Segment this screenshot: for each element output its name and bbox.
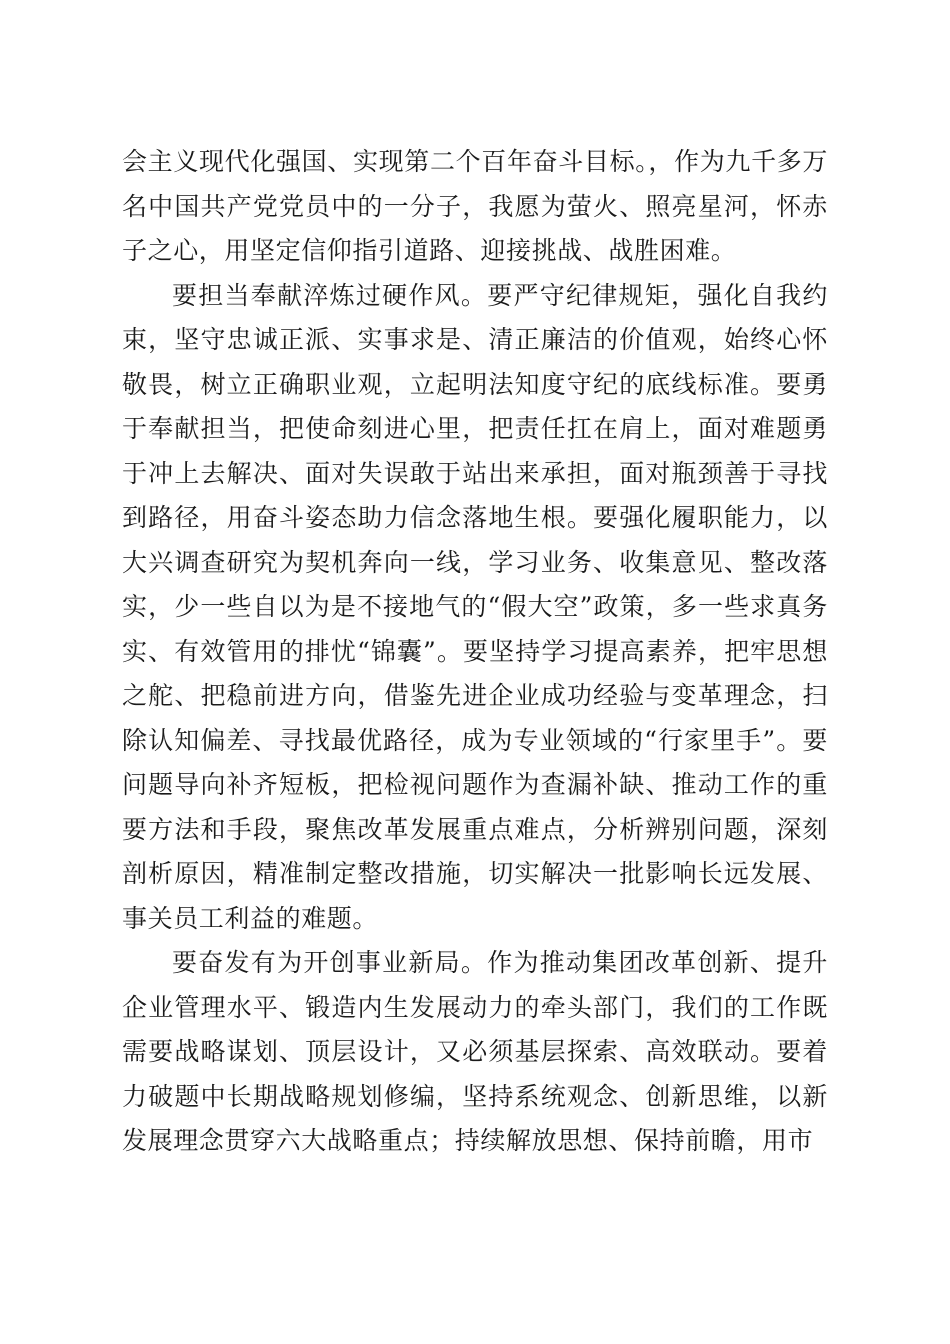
document-body: [122, 140, 828, 1164]
paragraph-work-style: 要担当奉献淬炼过硬作风。要严守纪律规矩，强化自我约束，坚守忠诚正派、实事求是、清正廉洁的价值观，始终心怀敬畏，树立正确职业观，立起明法知度守纪的底线标准。要勇于奉献担当，把使命刻进心里，把责任扛在肩上，面对难题勇于冲上去解决、面对失误敢于站出来承担，面对瓶颈善于寻找到路径，用奋斗姿态助力信念落地生根。要强化履职能力，以大兴调查研究为契机奔向一线，学习业务、收集意见、整改落实，少一些自以为是不接地气的“假大空”政策，多一些求真务实、有效管用的排忧“锦囊”。要坚持学习提高素养，把牢思想之舵、把稳前进方向，借鉴先进企业成功经验与变革理念，扫除认知偏差、寻找最优路径，成为专业领域的“行家里手”。要问题导向补齐短板，把检视问题作为查漏补缺、推动工作的重要方法和手段，聚焦改革发展重点难点，分析辨别问题，深刻剖析原因，精准制定整改措施，切实解决一批影响长远发展、事关员工利益的难题。: [122, 280, 828, 933]
paragraph-commitment: 会主义现代化强国、实现第二个百年奋斗目标。，作为九千多万名中国共产党党员中的一分子，我愿为萤火、照亮星河，怀赤子之心，用坚定信仰指引道路、迎接挑战、战胜困难。: [122, 147, 828, 265]
paragraph-new-situation: 要奋发有为开创事业新局。作为推动集团改革创新、提升企业管理水平、锻造内生发展动力的牵头部门，我们的工作既需要战略谋划、顶层设计，又必须基层探索、高效联动。要着力破题中长期战略规划修编，坚持系统观念、创新思维，以新发展理念贯穿六大战略重点；持续解放思想、保持前瞻，用市: [122, 948, 828, 1155]
